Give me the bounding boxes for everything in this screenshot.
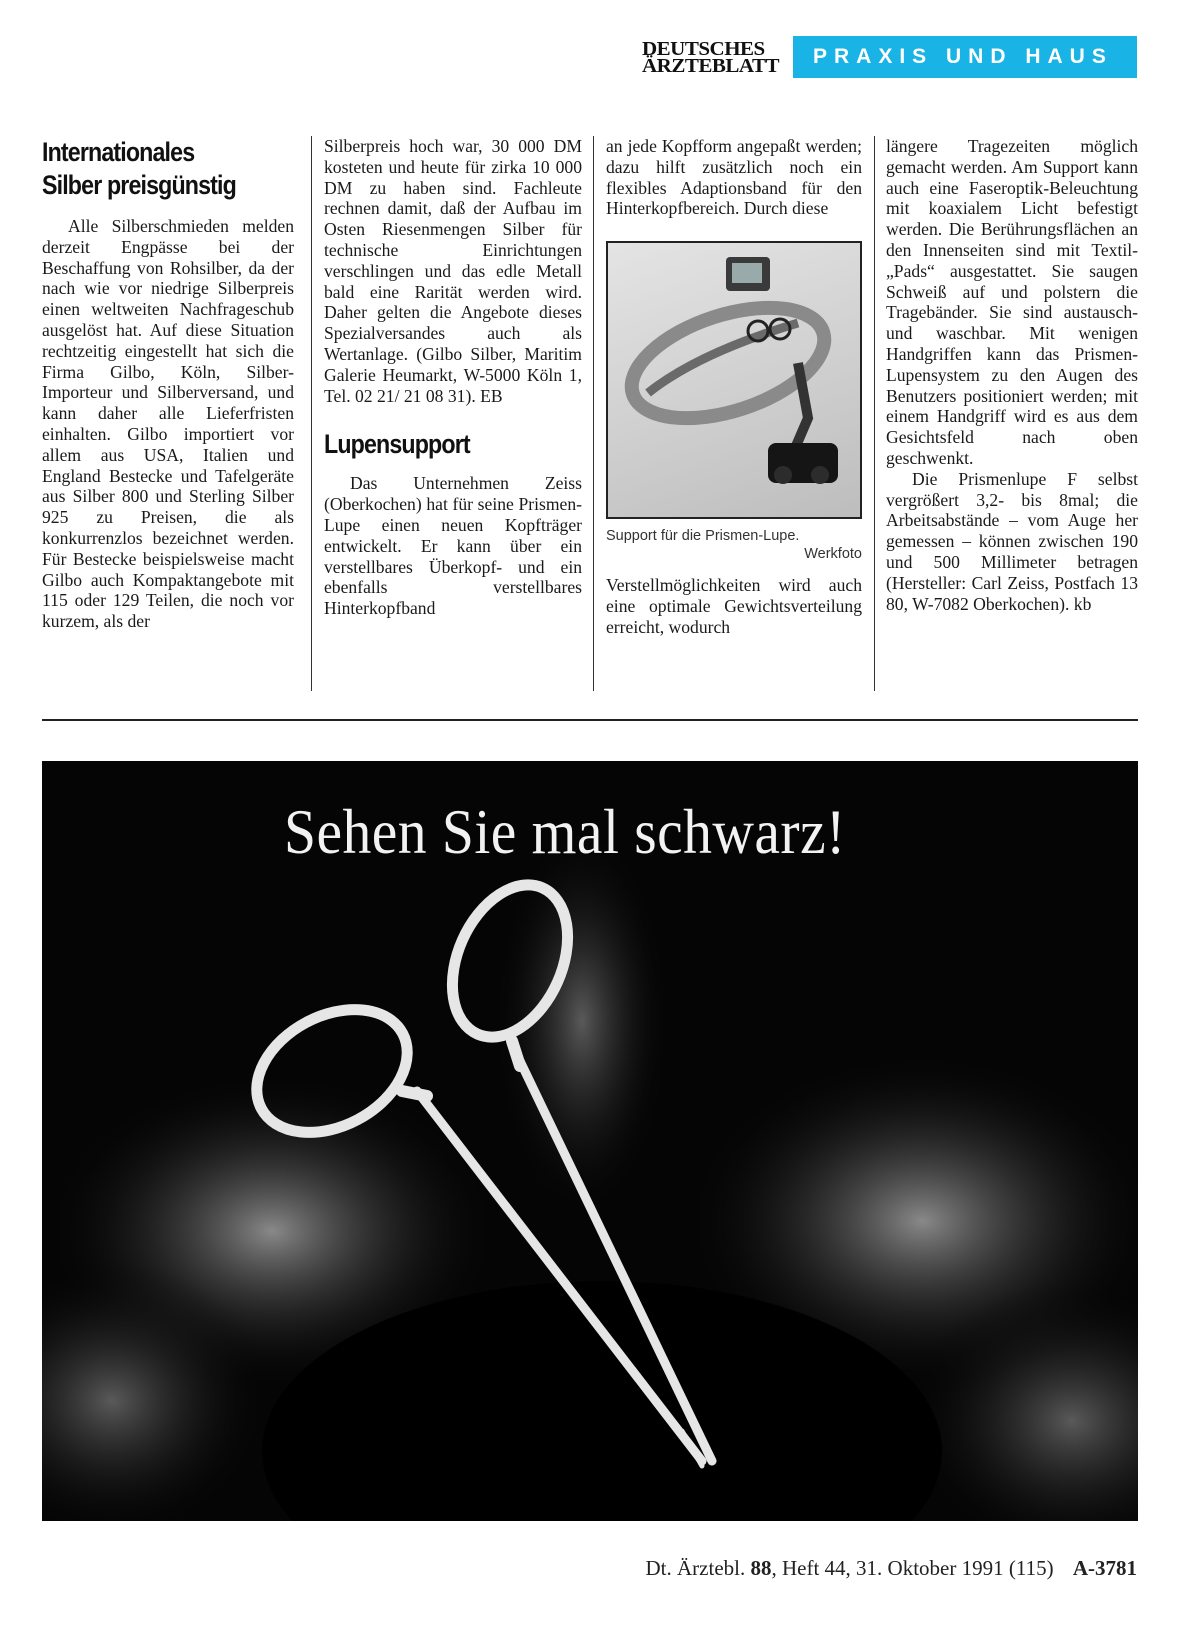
product-photo [606,241,862,519]
section-banner: PRAXIS UND HAUS [793,36,1137,78]
advertisement-headline: Sehen Sie mal schwarz! [284,796,846,867]
article-body: an jede Kopfform angepaßt werden; dazu hilft zusätzlich noch ein flexibles Adaptionsband für den Hinterkopfbereich. Durch diese [606,136,862,219]
section-divider [42,719,1138,721]
masthead [642,36,1137,78]
column-rule [311,136,312,691]
article-body: Verstellmöglichkeiten wird auch eine optimale Gewichtsverteilung erreicht, wodurch [606,575,862,637]
photo-credit: Werkfoto [804,546,862,563]
page-footer [646,1556,1138,1581]
column-4 [886,136,1138,691]
journal-logo-line1: DEUTSCHES [642,37,765,60]
column-3 [606,136,862,691]
xray-forceps-illustration [42,761,1138,1521]
article-body: Das Unternehmen Zeiss (Oberkochen) hat für seine Prismen-Lupe einen neuen Kopfträger entwickelt. Er kann über ein verstellbares Überkopf- und ein ebenfalls verstellbares Hinterkopfband [324,473,582,619]
article-body: Die Prismenlupe F selbst vergrößert 3,2- bis 8mal; die Arbeitsabstände – vom Auge her gemessen – können zwischen 190 und 500 Millimeter betragen (Hersteller: Carl Zeiss, Postfach 13 80, W-7082 Oberkochen). kb [886,468,1138,614]
article-body-continued: Silberpreis hoch war, 30 000 DM kosteten und heute für zirka 10 000 DM zu haben sind. Fachleute rechnen damit, daß der Aufbau im Osten Riesenmengen Silber für technische Einrichtungen verschlingen und das edle Metall bald eine Rarität werden wird. Daher gelten die Angebote dieses Spezialversandes auch als Wertanlage. (Gilbo Silber, Maritim Galerie Heumarkt, W-5000 Köln 1, Tel. 02 21/ 21 08 31). EB [324,136,582,406]
column-rule [874,136,875,691]
journal-logo-line2: ÄRZTEBLATT [642,54,779,77]
article-headline-silber: Internationales Silber preisgünstig [42,137,236,200]
column-rule [593,136,594,691]
column-2 [324,136,582,691]
column-1 [42,136,294,691]
article-headline-lupensupport: Lupensupport [324,429,470,460]
article-columns [42,136,1138,691]
citation-volume: 88 [750,1556,772,1580]
photo-caption: Support für die Prismen-Lupe. Werkfoto [606,528,862,563]
citation-details: , Heft 44, 31. Oktober 1991 (115) [771,1556,1054,1580]
page-number: A-3781 [1072,1556,1137,1580]
journal-logo [642,37,779,77]
advertisement [42,761,1138,1521]
article-body: Alle Silberschmieden melden derzeit Engpässe bei der Beschaffung von Rohsilber, da der nach wie vor niedrige Silberpreis einen weltweiten Nachfrageschub ausgelöst hat. Auf diese Situation rechtzeitig eingestellt hat sich die Firma Gilbo, Köln, Silber-Importeur und Silberversand, und kann daher alle Lieferfristen einhalten. Gilbo importiert vor allem aus USA, Italien und England Bestecke und Tafelgeräte aus Silber 800 und Sterling Silber 925 zu Preisen, die als konkurrenzlos bezeichnet werden. Für Bestecke beispielsweise macht Gilbo auch Kompaktangebote mit 115 oder 129 Teilen, die noch vor kurzem, als der [42,216,294,632]
citation-prefix: Dt. Ärztebl. [645,1556,746,1580]
article-body: längere Tragezeiten möglich gemacht werden. Am Support kann auch eine Faseroptik-Beleuchtung mit koaxialem Licht befestigt werden. Die Berührungsflächen an den Innenseiten sind mit Textil-„Pads“ ausgestattet. Sie saugen Schweiß auf und polstern die Tragebänder. Sie sind austausch- und waschbar. Mit wenigen Handgriffen kann das Prismen-Lupensystem zu den Augen des Benutzers positioniert werden; mit einem Handgriff wird es aus dem Gesichtsfeld nach oben geschwenkt. [886,136,1138,468]
headband-loupe-illustration [608,243,860,517]
